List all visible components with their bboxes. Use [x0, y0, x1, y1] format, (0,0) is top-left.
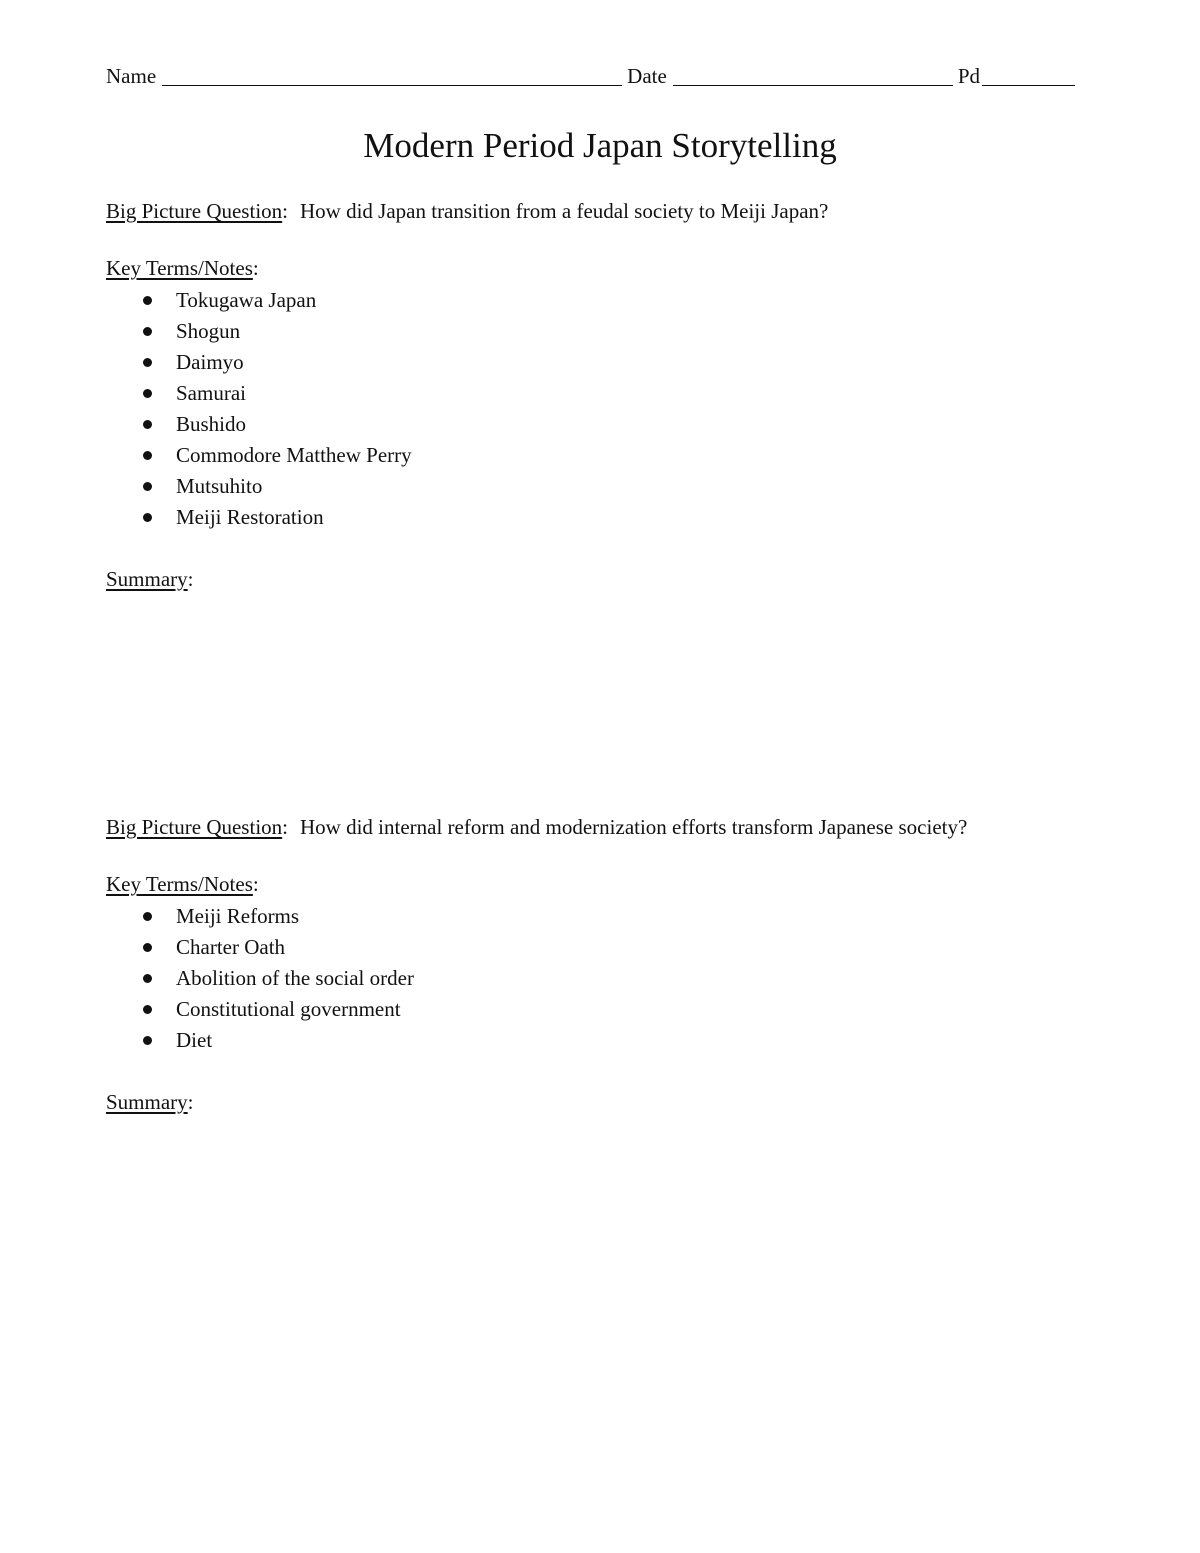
term-text: Samurai [176, 381, 246, 405]
summary-label: Summary [106, 567, 188, 591]
list-item [106, 1025, 1106, 1056]
list-item [106, 316, 1106, 347]
summary-label: Summary [106, 1090, 188, 1114]
summary-heading: Summary: [106, 567, 194, 591]
list-item [106, 932, 1106, 963]
bullet-icon [143, 974, 152, 983]
bullet-icon [143, 358, 152, 367]
term-text: Commodore Matthew Perry [176, 443, 412, 467]
list-item [106, 963, 1106, 994]
term-text: Meiji Restoration [176, 505, 324, 529]
term-text: Mutsuhito [176, 474, 263, 498]
list-item [106, 994, 1106, 1025]
section-meiji-reforms [106, 813, 1106, 1116]
term-text: Tokugawa Japan [176, 288, 317, 312]
list-item [106, 285, 1106, 316]
bullet-icon [143, 943, 152, 952]
big-picture-question: Big Picture Question: How did Japan transition from a feudal society to Meiji Japan? [106, 199, 829, 223]
date-field[interactable] [673, 65, 953, 86]
list-item [106, 347, 1106, 378]
date-label: Date [627, 64, 667, 88]
list-item [106, 471, 1106, 502]
period-field[interactable] [982, 65, 1075, 86]
term-text: Abolition of the social order [176, 966, 414, 990]
list-item [106, 502, 1106, 533]
term-text: Diet [176, 1028, 213, 1052]
bullet-icon [143, 420, 152, 429]
list-item [106, 440, 1106, 471]
key-terms-list [106, 901, 1106, 1056]
key-terms-heading: Key Terms/Notes: [106, 256, 259, 280]
key-terms-label: Key Terms/Notes [106, 256, 253, 280]
name-label: Name [106, 64, 157, 88]
bullet-icon [143, 451, 152, 460]
bullet-icon [143, 912, 152, 921]
big-picture-question: Big Picture Question: How did internal reform and modernization efforts transform Japanese society? [106, 815, 968, 839]
page-title: Modern Period Japan Storytelling [363, 126, 837, 165]
term-text: Daimyo [176, 350, 244, 374]
key-terms-heading: Key Terms/Notes: [106, 872, 259, 896]
question-text: How did internal reform and modernization efforts transform Japanese society? [300, 815, 968, 839]
key-terms-list [106, 285, 1106, 533]
question-label: Big Picture Question [106, 199, 283, 223]
name-field[interactable] [162, 65, 622, 86]
term-text: Bushido [176, 412, 247, 436]
key-terms-label: Key Terms/Notes [106, 872, 253, 896]
section-feudal-to-meiji [106, 197, 1106, 593]
bullet-icon [143, 296, 152, 305]
list-item [106, 901, 1106, 932]
term-text: Shogun [176, 319, 241, 343]
period-label: Pd [957, 64, 980, 88]
bullet-icon [143, 513, 152, 522]
question-label: Big Picture Question [106, 815, 283, 839]
list-item [106, 409, 1106, 440]
term-text: Meiji Reforms [176, 904, 300, 928]
term-text: Charter Oath [176, 935, 286, 959]
list-item [106, 378, 1106, 409]
bullet-icon [143, 389, 152, 398]
summary-heading: Summary: [106, 1090, 194, 1114]
bullet-icon [143, 327, 152, 336]
question-text: How did Japan transition from a feudal society to Meiji Japan? [300, 199, 829, 223]
term-text: Constitutional government [176, 997, 401, 1021]
bullet-icon [143, 482, 152, 491]
student-info-header [106, 62, 1091, 90]
bullet-icon [143, 1036, 152, 1045]
bullet-icon [143, 1005, 152, 1014]
